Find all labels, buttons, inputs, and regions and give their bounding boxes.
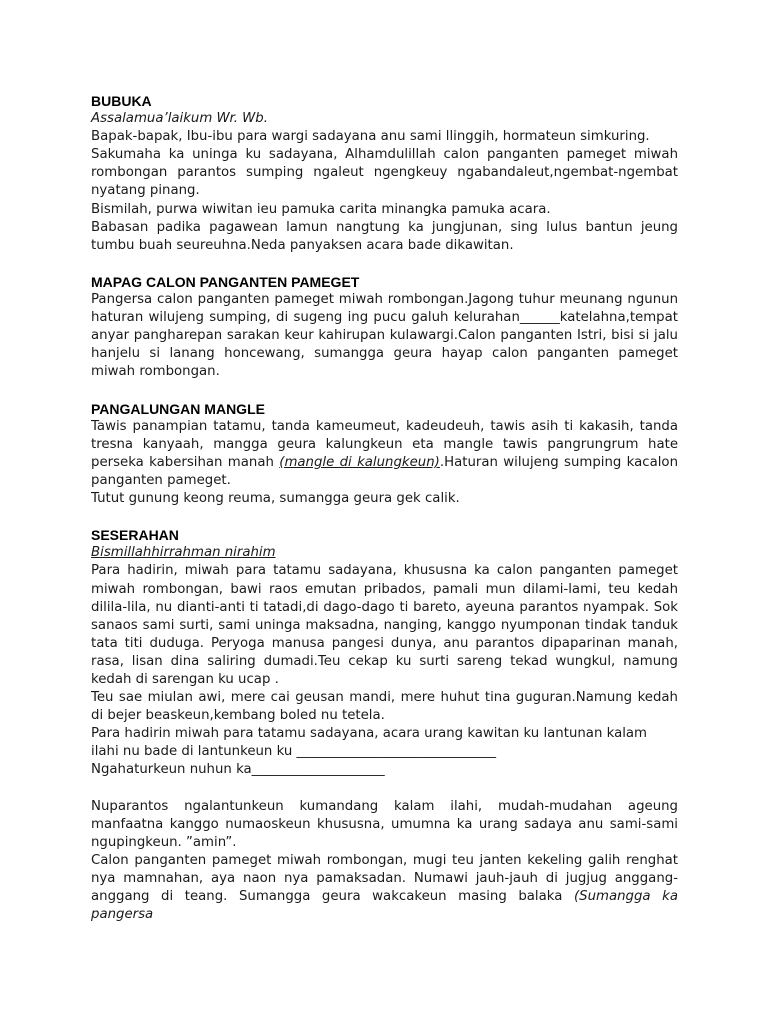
paragraph: Sakumaha ka uninga ku sadayana, Alhamdulillah calon panganten pameget miwah rombongan parantos sumping ngaleut ngengkeuy ngabandaleut,ngembat-ngembat nyatang pinang. — [91, 147, 678, 199]
paragraph: Para hadirin miwah para tatamu sadayana, acara urang kawitan ku lantunan kalam ilahi nu bade di lantunkeun ku ______________________________ — [91, 726, 648, 760]
heading-bubuka: BUBUKA — [91, 93, 152, 109]
spacer — [91, 255, 678, 273]
paragraph: Ngahaturkeun nuhun ka____________________ — [91, 762, 385, 778]
document-page — [91, 92, 678, 924]
paragraph: Bismilah, purwa wiwitan ieu pamuka carita minangka pamuka acara. — [91, 201, 551, 217]
spacer — [91, 382, 678, 400]
section-mangle — [91, 400, 678, 509]
paragraph: Nuparantos ngalantunkeun kumandang kalam ilahi, mudah-mudahan ageung manfaatna kanggo numaoskeun khususna, umumna ka urang sadaya anu sami-sami ngupingkeun. ”amin”. — [91, 798, 678, 850]
paragraph: Babasan padika pagawean lamun nangtung ka jungjunan, sing lulus bantun jeung tumbu buah seureuhna.Neda panyaksen acara bade dikawitan. — [91, 219, 678, 253]
paragraph — [91, 852, 678, 924]
paragraph: Pangersa calon panganten pameget miwah rombongan.Jagong tuhur meunang ngunun haturan wilujeng sumping, di sugeng ing pucu galuh kelurahan______katelahna,tempat anyar pangharepan sarakan keur kahirupan kulawargi.Calon panganten Istri, bisi si jalu hanjelu si lanang honcewang, sumangga geura hayap calon panganten pameget miwah rombongan. — [91, 292, 678, 380]
text: Calon panganten pameget miwah rombongan, mugi teu janten kekeling galih renghat nya mamnahan, aya naon nya pamaksadan. Numawi jauh-jauh di jugjug anggang-anggang di teang. Sumangga geura wakcakeun masing balaka — [91, 852, 678, 905]
stage-direction: (Sumangga ka pangersa — [91, 889, 678, 923]
stage-direction: (mangle di kalungkeun) — [279, 454, 440, 470]
heading-mangle: PANGALUNGAN MANGLE — [91, 400, 265, 417]
text: Tawis panampian tatamu, tanda kameumeut, kadeudeuh, tawis asih ti kakasih, tanda tresna kanyaah, mangga geura kalungkeun eta mangle tawis pangrungrum hate perseka kabersihan manah — [91, 418, 678, 470]
spacer — [91, 780, 678, 798]
section-seserahan — [91, 526, 678, 924]
spacer — [91, 508, 678, 526]
text: .Haturan wilujeng sumping kacalon panganten pameget. — [91, 454, 678, 488]
paragraph: Bapak-bapak, Ibu-ibu para wargi sadayana anu sami llinggih, hormateun simkuring. — [91, 129, 650, 145]
heading-seserahan: SESERAHAN — [91, 527, 179, 544]
paragraph: Para hadirin, miwah para tatamu sadayana, khususna ka calon panganten pameget miwah rombongan, bawi raos emutan pribados, pamali mun dilami-lami, teu kedah dilila-lila, nu dianti-anti ti tatadi,di dago-dago ti bareto, ayeuna parantos nyampak. Sok sanaos sami surti, sami uninga maksadna, nanging, kanggo nyumponan tindak tanduk tata titi duduga. Peryoga manusa pangesi dunya, anu parantos dipaparinan manah, rasa, lisan dina saliring dumadi.Teu cekap ku surti sareng tekad wungkul, namung kedah di sarengan ku ucap . — [91, 563, 678, 687]
greeting: Assalamua’laikum Wr. Wb. — [91, 111, 268, 127]
section-mapag — [91, 273, 678, 382]
paragraph: Teu sae miulan awi, mere cai geusan mandi, mere huhut tina guguran.Namung kedah di bejer beaskeun,kembang boled nu tetela. — [91, 690, 678, 724]
paragraph: Tutut gunung keong reuma, sumangga geura gek calik. — [91, 491, 460, 507]
basmalah: Bismillahhirrahman nirahim — [91, 545, 276, 561]
paragraph — [91, 418, 678, 490]
section-bubuka — [91, 92, 678, 255]
heading-mapag: MAPAG CALON PANGANTEN PAMEGET — [91, 273, 360, 290]
